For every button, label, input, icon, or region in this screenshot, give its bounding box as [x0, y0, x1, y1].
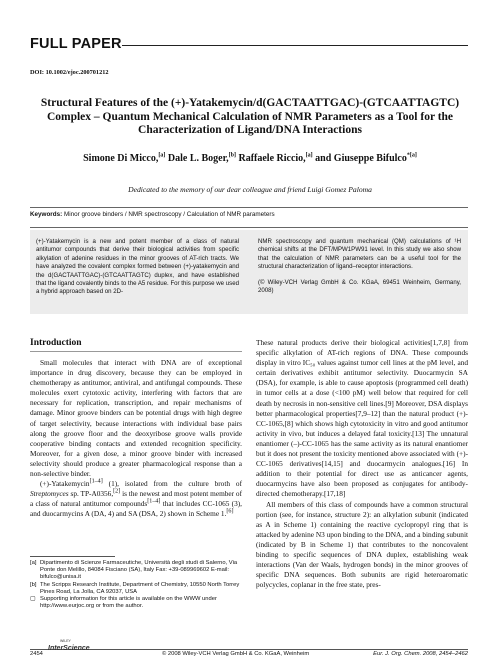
footnote-rule: [30, 556, 115, 557]
keywords: [30, 211, 275, 218]
paragraph: All members of this class of compounds have a common structural portion (see, for instance, structure 2): an alkylation subunit (indicated as A in Scheme 1) containing the reactive cyclopropyl ring that is attacked by adenine N3 upon binding to the DNA, and a binding subunit (indicated by B in Scheme 1) that contributes to the noncovalent binding to specific sequences of DNA duplex, establishing weak interactions (Van der Waals, hydrogen bonds) in the minor grooves of specific DNA sequences. Both subunits are rigid heteroaromatic polycycles, coplanar in the free state, pres-: [256, 499, 468, 590]
abstract-right: [258, 238, 461, 302]
paper-title: Structural Features of the (+)-Yatakemycin/d(GACTAATTGAC)-(GTCAATTAGTC) Complex – Quantum Mechanical Calculation of NMR Parameters as a Tool for the Characterization of Ligand/DNA Interactions: [40, 97, 460, 137]
right-column: [256, 338, 468, 590]
footer-rule: [30, 649, 468, 650]
journal-citation: Eur. J. Org. Chem. 2008, 2454–2462: [373, 651, 468, 657]
footnote: [a] Dipartimento di Scienze Farmaceutiche, Università degli studi di Salerno, Via Ponte don Melillo, 84084 Fisciano (SA), Italy Fax: +39-089969602 E-mail: bifulco@unisa.it: [30, 560, 238, 581]
interscience-logo: InterScience: [48, 645, 90, 652]
section-header: FULL PAPER: [30, 36, 122, 52]
keywords-rule: [30, 227, 468, 228]
keywords-label: Keywords:: [30, 211, 63, 218]
copyright: © 2008 Wiley-VCH Verlag GmbH & Co. KGaA, Weinheim: [162, 651, 310, 657]
author: Simone Di Micco,[a]: [83, 152, 166, 164]
paragraph: Small molecules that interact with DNA are of exceptional importance in drug discovery, because they can be employed in chemotherapy as antitumor, antiviral, and antifungal compounds. These molecules exert cytotoxic activity, interfering with factors that are necessary for replication, transcription, and repair mechanisms of damage. Minor groove binders can be potential drugs with high degree of target selectivity, because interactions with individual base pairs along the groove floor and the deoxyribose groove walls provide cooperative binding contacts and extended recognition specificity. Moreover, for a given dose, a minor groove binder with increased selectivity should produce a greater pharmacological response than a non-selective binder.: [30, 358, 242, 479]
heading-rule: [30, 351, 242, 352]
abstract-copyright: (© Wiley-VCH Verlag GmbH & Co. KGaA, 69451 Weinheim, Germany, 2008): [258, 278, 461, 295]
author: and Giuseppe Bifulco$^{*[a]}$: [315, 152, 417, 164]
abstract-box: [30, 230, 468, 314]
abstract-left: (+)-Yatakemycin is a new and potent member of a class of natural antitumor compounds that derive their biological activities from specific alkylation of adenine residues in the minor grooves of AT-rich tracts. We have analyzed the covalent complex formed between (+)-yatakemycin and the d(GACTAATTGAC)-(GTCAATTAGTC) duplex, and have established that the ligand covalently binds to the A5 residue. For this purpose we used a hybrid approach based on 2D-: [36, 238, 239, 296]
author: Dale L. Boger,[b]: [167, 152, 236, 164]
section-heading: Introduction: [30, 338, 82, 348]
intro-body: [30, 358, 242, 520]
paragraph: These natural products derive their biological activities[1,7,8] from specific alkylation of AT-rich regions of DNA. These compounds display in vitro IC₅₀ values against tumor cell lines at the pM level, and certain derivatives exhibit antitumor selectivity. Duocarmycin SA (DSA), for example, is able to cause apoptosis (programmed cell death) in tumor cells at a dose (<100 pM) well below that required for cell death by necrosis in non-sensitive cell lines.[9] Moreover, DSA displays better pharmacological properties[7,9–12] than the natural product (+)-CC-1065,[8] which shows high cytotoxicity in vitro and good antitumor activity in vivo, but induces a delayed fatal toxicity.[13] The unnatural enantiomer (–)-CC-1065 has the same activity as its natural enantiomer but it does not present the toxicity mentioned above associated with (+)-CC-1065 derivatives[14,15] and duocarmycin analogues.[16] In addition to their potential for direct use as anticancer agents, duocarmycins have also been proposed as conjugates for antibody-directed chemotherapy.[17,18]: [256, 338, 468, 499]
footnote: [b] The Scripps Research Institute, Department of Chemistry, 10550 North Torrey Pines Road, La Jolla, CA 92037, USA: [30, 581, 240, 595]
footnote: ▢ Supporting information for this article is available on the WWW under http://www.eurjoc.org or from the author.: [30, 596, 217, 610]
author: Raffaele Riccio,[a]: [238, 152, 313, 164]
keywords-text: Minor groove binders / NMR spectroscopy / Calculation of NMR parameters: [63, 211, 275, 218]
keywords-rule: [30, 207, 468, 208]
page-number: 2454: [30, 651, 43, 657]
doi: DOI: 10.1002/ejoc.200701212: [30, 69, 109, 76]
publisher-logo-small: WILEY: [60, 639, 71, 643]
supporting-info-icon: ▢: [30, 596, 36, 603]
footnotes: [30, 560, 242, 610]
author-list: [30, 153, 470, 164]
dedication: Dedicated to the memory of our dear colleague and friend Luigi Gomez Paloma: [128, 185, 372, 194]
header-rule: [122, 45, 468, 46]
paragraph: (+)-Yatakemycin[1–4] (1), isolated from the culture broth of Streptomyces sp. TP-A0356,[2] is the newest and most potent member of a class of natural antitumor compounds[1–4] that includes CC-1065 (3), and duocarmycins A (DA, 4) and SA (DSA, 2) shown in Scheme 1.[6]: [30, 478, 243, 519]
abstract-text: NMR spectroscopy and quantum mechanical (QM) calculations of ¹H chemical shifts at the DFT/MPW1PW91 level. In this study we also show that the calculation of NMR parameters can be a useful tool for the structural characterization of ligand–receptor interactions.: [258, 238, 461, 271]
